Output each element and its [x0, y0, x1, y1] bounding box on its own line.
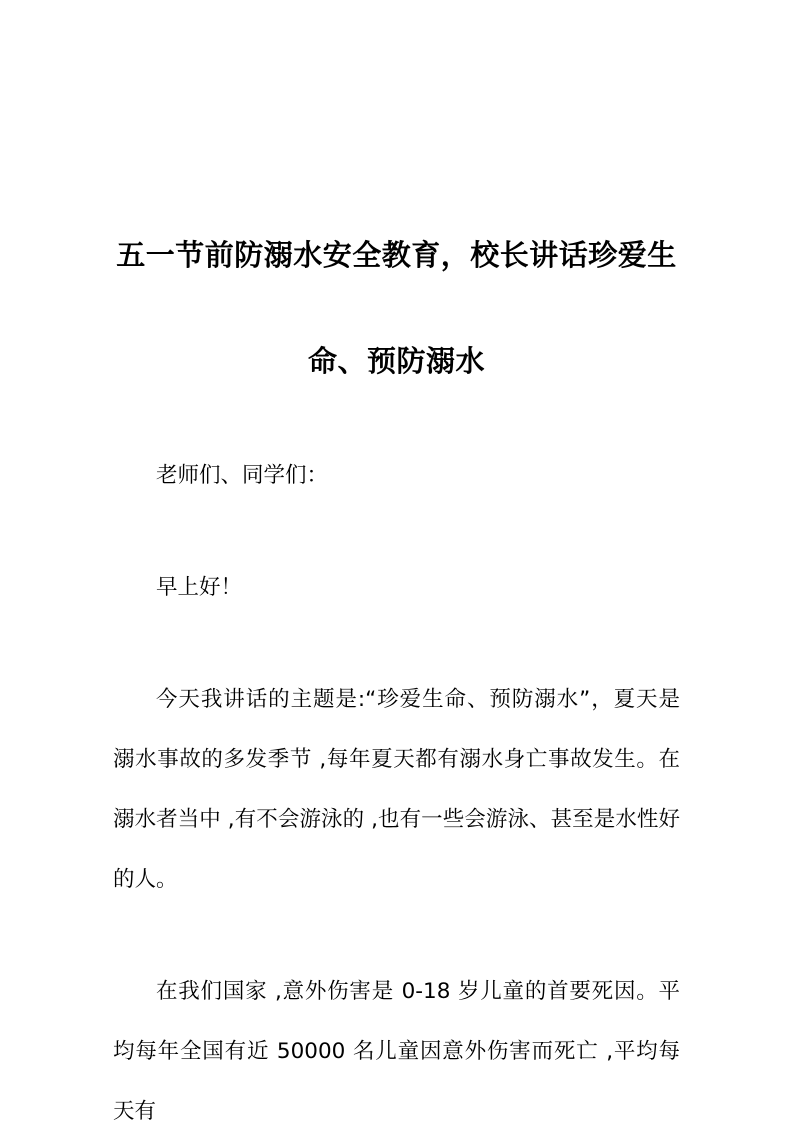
paragraph-greeting: 早上好！ [156, 575, 243, 600]
paragraph-body-2: 在我们国家 ,意外伤害是 0-18 岁儿童的首要死因。平均每年全国有近 50000 名儿童因意外伤害而死亡 ,平均每天有 [113, 979, 680, 1124]
paragraph-salutation: 老师们、同学们： [156, 463, 329, 488]
document-title: 五一节前防溺水安全教育，校长讲话珍爱生命、预防溺水 [116, 238, 677, 378]
paragraph-body-1: 今天我讲话的主题是:“珍爱生命、预防溺水”，夏天是溺水事故的多发季节 ,每年夏天都有溺水身亡事故发生。在溺水者当中 ,有不会游泳的 ,也有一些会游泳、甚至是水性好的人。 [113, 687, 680, 892]
